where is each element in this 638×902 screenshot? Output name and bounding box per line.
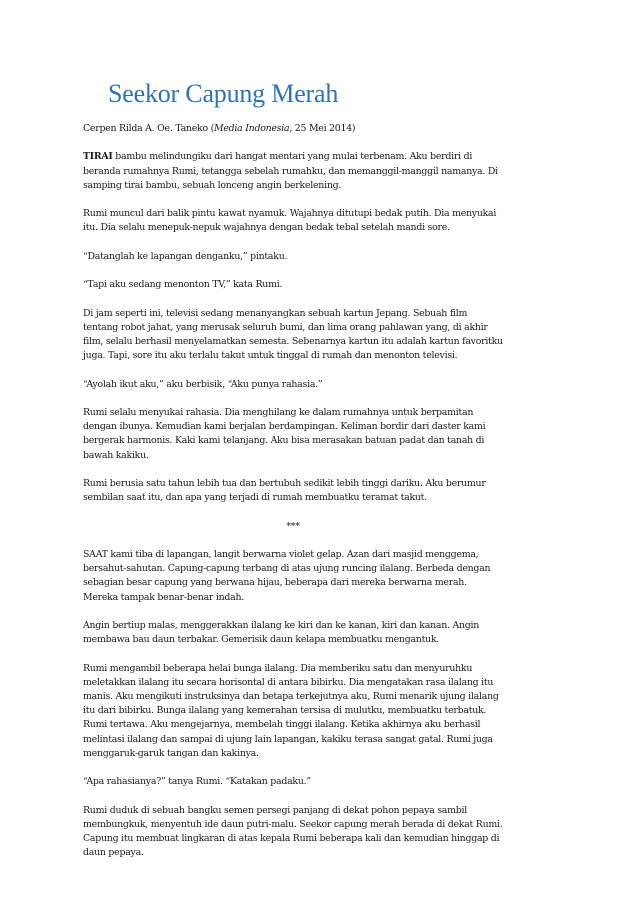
- section-separator: ***: [286, 520, 300, 532]
- paragraph: SAAT kami tiba di lapangan, langit berwarna violet gelap. Azan dari masjid menggema, bersahut-sahutan. Capung-capung terbang di atas ujung runcing ilalang. Berbeda dengan sebagian besar capung yang berwana hijau, beberapa dari mereka berwarna merah. Mereka tampak benar-benar indah.: [83, 548, 491, 603]
- paragraph: “Datanglah ke lapangan denganku,” pintaku.: [83, 250, 288, 262]
- story-title: Seekor Capung Merah: [108, 79, 339, 108]
- paragraph: Rumi selalu menyukai rahasia. Dia menghilang ke dalam rumahnya untuk berpamitan dengan ibunya. Kemudian kami berjalan berdampingan. Keliman bordir dari daster kami bergerak harmonis. Kaki kami telanjang. Aku bisa merasakan batuan padat dan tanah di bawah kakiku.: [83, 406, 486, 461]
- paragraph: “Apa rahasianya?” tanya Rumi. “Katakan padaku.”: [83, 776, 311, 788]
- paragraph: Rumi duduk di sebuah bangku semen persegi panjang di dekat pohon pepaya sambil membungkuk, menyentuh ide daun putri-malu. Seekor capung merah berada di dekat Rumi. Capung itu membuat lingkaran di atas kepala Rumi beberapa kali dan kemudian hinggap di daun pepaya.: [83, 804, 503, 859]
- paragraph: Rumi mengambil beberapa helai bunga ilalang. Dia memberiku satu dan menyuruhku meletakkan ilalang itu secara horisontal di antara bibirku. Dia mengatakan rasa ilalang itu manis. Aku mengikuti instruksinya dan betapa terkejutnya aku, Rumi menarik ujung ilalang itu dari bibirku. Bunga ilalang yang kemerahan tersisa di mulutku, membuatku terbatuk. Rumi tertawa. Aku mengejarnya, membelah tinggi ilalang. Ketika akhirnya aku berhasil melintasi ilalang dan sampai di ujung lain lapangan, kakiku terasa sangat gatal. Rumi juga menggaruk-garuk tangan dan kakinya.: [83, 662, 499, 759]
- byline-source: Media Indonesia: [213, 123, 290, 134]
- paragraph: Rumi muncul dari balik pintu kawat nyamuk. Wajahnya ditutupi bedak putih. Dia menyukai itu. Dia selalu menepuk-nepuk wajahnya dengan bedak tebal setelah mandi sore.: [83, 208, 497, 234]
- byline-suffix: , 25 Mei 2014): [289, 123, 356, 134]
- paragraph: Di jam seperti ini, televisi sedang menanyangkan sebuah kartun Jepang. Sebuah film tentang robot jahat, yang merusak seluruh bumi, dan lima orang pahlawan yang, di akhir film, selalu berhasil menyelamatkan semesta. Sebenarnya kartun itu adalah kartun favoritku juga. Tapi, sore itu aku terlalu takut untuk tinggal di rumah dan menonton televisi.: [83, 307, 503, 362]
- paragraph: Angin bertiup malas, menggerakkan ilalang ke kiri dan ke kanan, kiri dan kanan. Angin membawa bau daun terbakar. Gemerisik daun kelapa membuatku mengantuk.: [83, 619, 480, 646]
- paragraph: “Tapi aku sedang menonton TV,” kata Rumi.: [83, 279, 283, 291]
- paragraph: “Ayolah ikut aku,” aku berbisik, “Aku punya rahasia.”: [83, 378, 323, 390]
- opening-text: bambu melindungiku dari hangat mentari yang mulai terbenam. Aku berdiri di beranda rumahnya Rumi, tetangga sebelah rumahku, dan memanggil-manggil namanya. Di samping tirai bambu, sebuah lonceng angin berkelening.: [83, 151, 498, 191]
- opening-lead: TIRAI: [83, 151, 113, 163]
- story-body: [83, 122, 503, 875]
- paragraph: Rumi berusia satu tahun lebih tua dan bertubuh sedikit lebih tinggi dariku. Aku berumur sembilan saat itu, dan apa yang terjadi di rumah membuatku teramat takut.: [83, 477, 486, 504]
- byline-prefix: Cerpen Rilda A. Oe. Taneko (: [83, 123, 214, 134]
- opening-paragraph: [83, 150, 503, 193]
- byline: [83, 122, 503, 136]
